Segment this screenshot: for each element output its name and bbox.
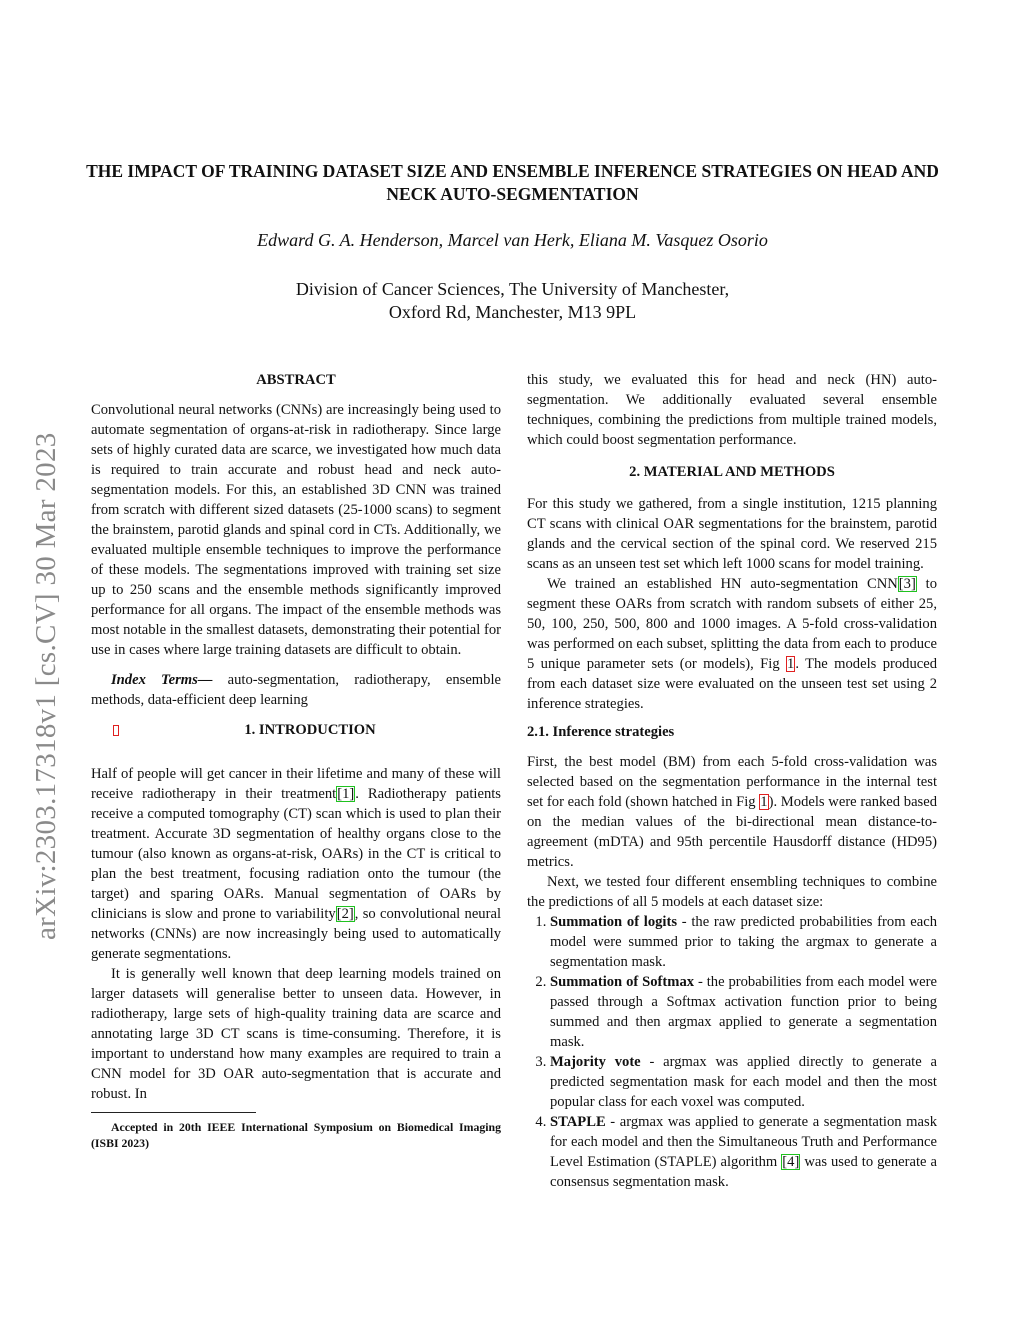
index-terms [91, 670, 501, 710]
methods-paragraph-1: For this study we gathered, from a single institution, 1215 planning CT scans with clinical OAR segmentations for the brainstem, parotid glands and the cervical section of the spinal cord. We reserved 215 scans as an unseen test set which left 1000 scans for model training. [527, 496, 937, 572]
intro-paragraph-3: this study, we evaluated this for head and neck (HN) auto-segmentation. We additionally evaluated several ensemble techniques, combining the predictions from multiple trained models, which could boost segmentation performance. [527, 372, 937, 448]
paper-title: THE IMPACT OF TRAINING DATASET SIZE AND ENSEMBLE INFERENCE STRATEGIES ON HEAD AND NECK AUTO-SEGMENTATION [86, 161, 939, 204]
ensemble-list [527, 912, 937, 1192]
abstract-text: Convolutional neural networks (CNNs) are increasingly being used to automate segmentation of organs-at-risk in radiotherapy. Since large sets of highly curated data are scarce, we investigated how much data is required to train accurate and robust head and neck auto-segmentation models. For this, an established 3D CNN was trained from scratch with different sized datasets (25-1000 scans) to segment the brainstem, parotid glands and spinal cord in CTs. Additionally, we evaluated multiple ensemble techniques to improve the performance of these models. The segmentations improved with training set size up to 250 scans and the ensemble methods significantly improved performance for all organs. The impact of the ensemble methods was most notable in the smallest datasets, demonstrating their potential for use in cases where large training datasets are difficult to obtain. [91, 402, 501, 658]
figure-1-link[interactable]: 1 [787, 656, 795, 672]
intro-heading: 1. INTRODUCTION [91, 720, 501, 740]
link-marker[interactable] [113, 725, 119, 736]
list-item: 2. Summation of Softmax - the probabilities from each model were passed through a Softmax activation function prior to being summed and then argmax applied to generate a segmentation mask. [550, 972, 937, 1052]
citation-4[interactable]: [4] [782, 1154, 800, 1170]
intro-paragraph-1: Half of people will get cancer in their lifetime and many of these will receive radiotherapy in their treatment[1]. Radiotherapy patients receive a computed tomography (CT) scan which is used to plan their treatment. Accurate 3D segmentation of healthy organs close to the tumour (also known as organs-at-risk, OARs) in the CT is critical to plan the best treatment, focusing radiation onto the tumour (the target) and sparing OARs. Manual segmentation of OARs by clinicians is slow and prone to variability[2], so convolutional neural networks (CNNs) are now increasingly being used to automatically generate segmentations. [91, 766, 501, 962]
list-item: 3. Majority vote - argmax was applied directly to generate a predicted segmentation mask for each model and then the most popular class for each voxel was computed. [550, 1052, 937, 1112]
list-item: 4. STAPLE - argmax was applied to generate a segmentation mask for each model and then the Simultaneous Truth and Performance Level Estimation (STAPLE) algorithm [4] was used to generate a consensus segmentation mask. [550, 1112, 937, 1192]
methods-paragraph-3: First, the best model (BM) from each 5-fold cross-validation was selected based on the segmentation performance in the internal test set for each fold (shown hatched in Fig 1). Models were ranked based on the median values of the bi-directional mean distance-to-agreement (mDTA) and 95th percentile Hausdorff distance (HD95) metrics. [527, 754, 937, 870]
footnote: Accepted in 20th IEEE International Symposium on Biomedical Imaging (ISBI 2023) [91, 1120, 501, 1150]
citation-3[interactable]: [3] [898, 576, 916, 592]
footnote-block [91, 1112, 501, 1151]
affiliation [80, 278, 945, 324]
index-terms-text: auto-segmentation, radiotherapy, ensemble methods, data-efficient deep learning [91, 672, 501, 708]
left-column [91, 370, 501, 1151]
affiliation-line-2: Oxford Rd, Manchester, M13 9PL [388, 302, 637, 322]
abstract-heading: ABSTRACT [256, 372, 336, 388]
citation-2[interactable]: [2] [336, 906, 354, 922]
figure-1-link-2[interactable]: 1 [760, 794, 768, 810]
right-column [527, 370, 937, 1192]
footnote-rule [91, 1112, 256, 1113]
citation-1[interactable]: [1] [337, 786, 355, 802]
arxiv-identifier: arXiv:2303.17318v1 [cs.CV] 30 Mar 2023 [30, 432, 62, 940]
authors: Edward G. A. Henderson, Marcel van Herk, Eliana M. Vasquez Osorio [257, 230, 768, 250]
index-terms-label: Index Terms— [111, 672, 213, 688]
inference-strategies-heading: 2.1. Inference strategies [527, 724, 675, 740]
methods-paragraph-4: Next, we tested four different ensembling techniques to combine the predictions of all 5 models at each dataset size: [527, 874, 937, 910]
affiliation-line-1: Division of Cancer Sciences, The University of Manchester, [295, 279, 730, 299]
intro-paragraph-2: It is generally well known that deep learning models trained on larger datasets will generalise better to unseen data. However, in radiotherapy, large sets of high-quality training data are scarce and annotating large 3D CT scans is time-consuming. Therefore, it is important to understand how many examples are required to train a CNN model for 3D OAR auto-segmentation that is accurate and robust. In [91, 966, 501, 1102]
list-item: 1. Summation of logits - the raw predicted probabilities from each model were summed prior to taking the argmax to generate a segmentation mask. [550, 912, 937, 972]
methods-paragraph-2: We trained an established HN auto-segmentation CNN[3] to segment these OARs from scratch with random subsets of either 25, 50, 100, 250, 500, 800 and 1000 images. A 5-fold cross-validation was performed on each subset, splitting the data from each to produce 5 unique parameter sets (or models), Fig 1. The models produced from each dataset size were evaluated on the unseen test set using 2 inference strategies. [527, 576, 937, 712]
methods-heading: 2. MATERIAL AND METHODS [629, 464, 835, 480]
